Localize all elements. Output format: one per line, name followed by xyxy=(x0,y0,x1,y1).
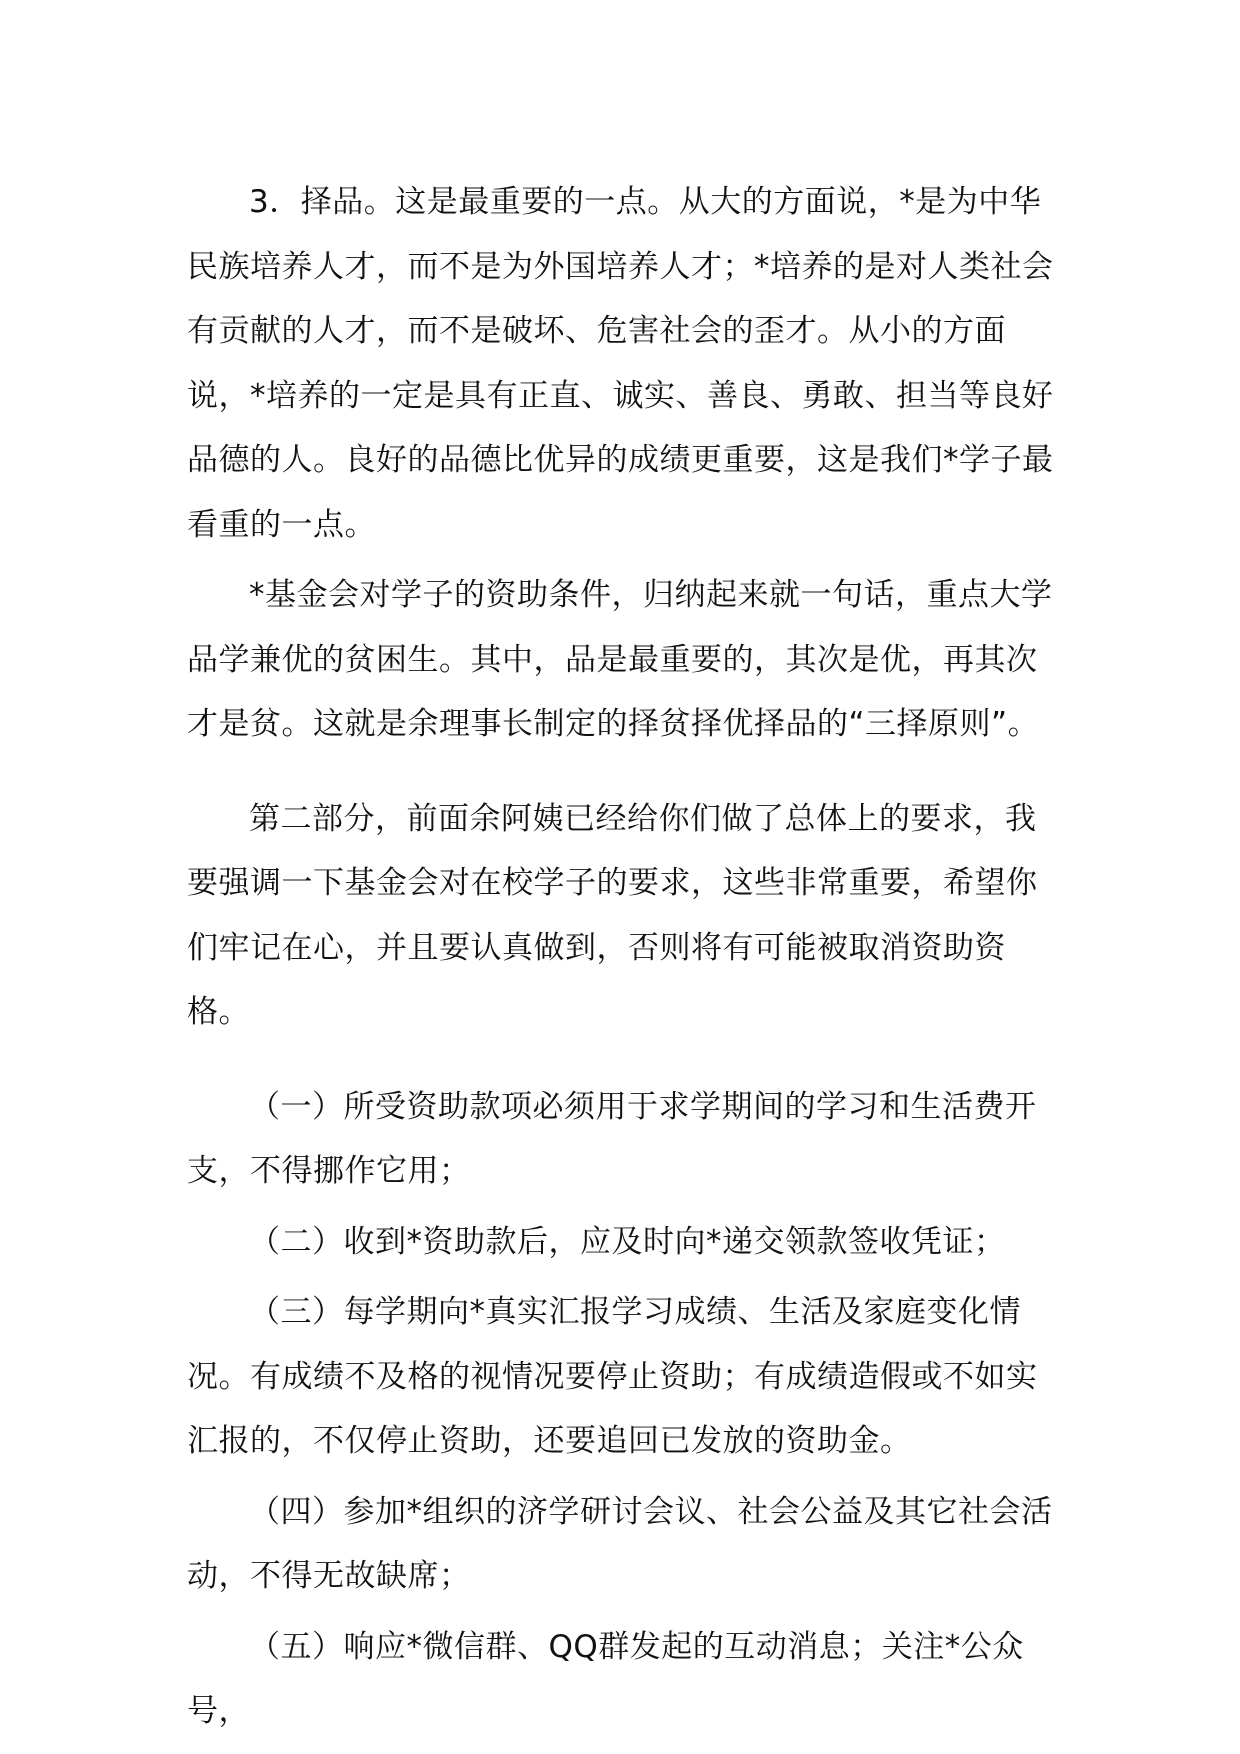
paragraph-criterion-character: 3．择品。这是最重要的一点。从大的方面说，*是为中华民族培养人才，而不是为外国培养人才；*培养的是对人类社会有贡献的人才，而不是破坏、危害社会的歪才。从小的方面说，*培养的一定是具有正直、诚实、善良、勇敢、担当等良好品德的人。良好的品德比优异的成绩更重要，这是我们*学子最看重的一点。 xyxy=(187,184,1054,543)
paragraph-requirement-4: （四）参加*组织的济学研讨会议、社会公益及其它社会活动，不得无故缺席； xyxy=(187,1493,1053,1594)
paragraph-requirement-2: （二）收到*资助款后，应及时向*递交领款签收凭证； xyxy=(249,1223,1006,1260)
paragraph-requirement-3: （三）每学期向*真实汇报学习成绩、生活及家庭变化情况。有成绩不及格的视情况要停止资助；有成绩造假或不如实汇报的，不仅停止资助，还要追回已发放的资助金。 xyxy=(187,1294,1038,1459)
paragraph-funding-conditions: *基金会对学子的资助条件，归纳起来就一句话，重点大学品学兼优的贫困生。其中，品是最重要的，其次是优，再其次才是贫。这就是余理事长制定的择贫择优择品的“三择原则”。 xyxy=(187,577,1053,742)
paragraph-requirement-5: （五）响应*微信群、QQ群发起的互动消息；关注*公众号， xyxy=(187,1628,1024,1729)
document-body xyxy=(187,170,1067,1744)
paragraph-part-two-intro: 第二部分，前面余阿姨已经给你们做了总体上的要求，我要强调一下基金会对在校学子的要求，这些非常重要，希望你们牢记在心，并且要认真做到，否则将有可能被取消资助资格。 xyxy=(187,800,1038,1030)
paragraph-requirement-1: （一）所受资助款项必须用于求学期间的学习和生活费开支，不得挪作它用； xyxy=(187,1088,1037,1189)
